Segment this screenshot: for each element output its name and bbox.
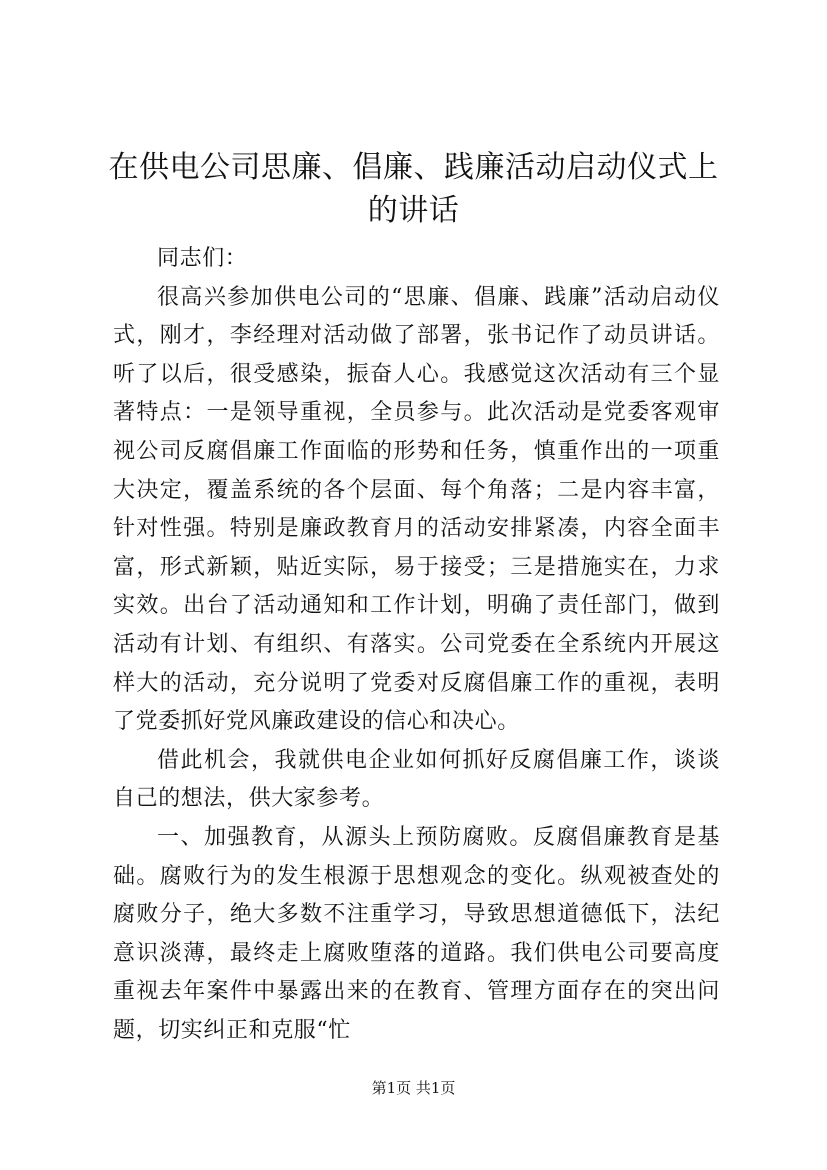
salutation-paragraph: 同志们：: [157, 246, 248, 271]
body-paragraph-3: 一、加强教育，从源头上预防腐败。反腐倡廉教育是基础。腐败行为的发生根源于思想观念的变化。纵观被查处的腐败分子，绝大多数不注重学习，导致思想道德低下，法纪意识淡薄，最终走上腐败堕落的道路。我们供电公司要高度重视去年案件中暴露出来的在教育、管理方面存在的突出问题，切实纠正和克服“忙: [113, 824, 720, 1043]
body-paragraph-1: 很高兴参加供电公司的“思廉、倡廉、践廉”活动启动仪式，刚才，李经理对活动做了部署，张书记作了动员讲话。听了以后，很受感染，振奋人心。我感觉这次活动有三个显著特点：一是领导重视，全员参与。此次活动是党委客观审视公司反腐倡廉工作面临的形势和任务，慎重作出的一项重大决定，覆盖系统的各个层面、每个角落；二是内容丰富，针对性强。特别是廉政教育月的活动安排紧凑，内容全面丰富，形式新颖，贴近实际，易于接受；三是措施实在，力求实效。出台了活动通知和工作计划，明确了责任部门，做到活动有计划、有组织、有落实。公司党委在全系统内开展这样大的活动，充分说明了党委对反腐倡廉工作的重视，表明了党委抓好党风廉政建设的信心和决心。: [113, 284, 720, 735]
page-number-label: 第1页 共1页: [371, 1079, 456, 1097]
page-footer: [0, 1078, 827, 1098]
document-body: [113, 240, 720, 1050]
document-title: 在供电公司思廉、倡廉、践廉活动启动仪式上的讲话: [108, 150, 719, 228]
body-paragraph-2: 借此机会，我就供电企业如何抓好反腐倡廉工作，谈谈自己的想法，供大家参考。: [113, 747, 720, 812]
